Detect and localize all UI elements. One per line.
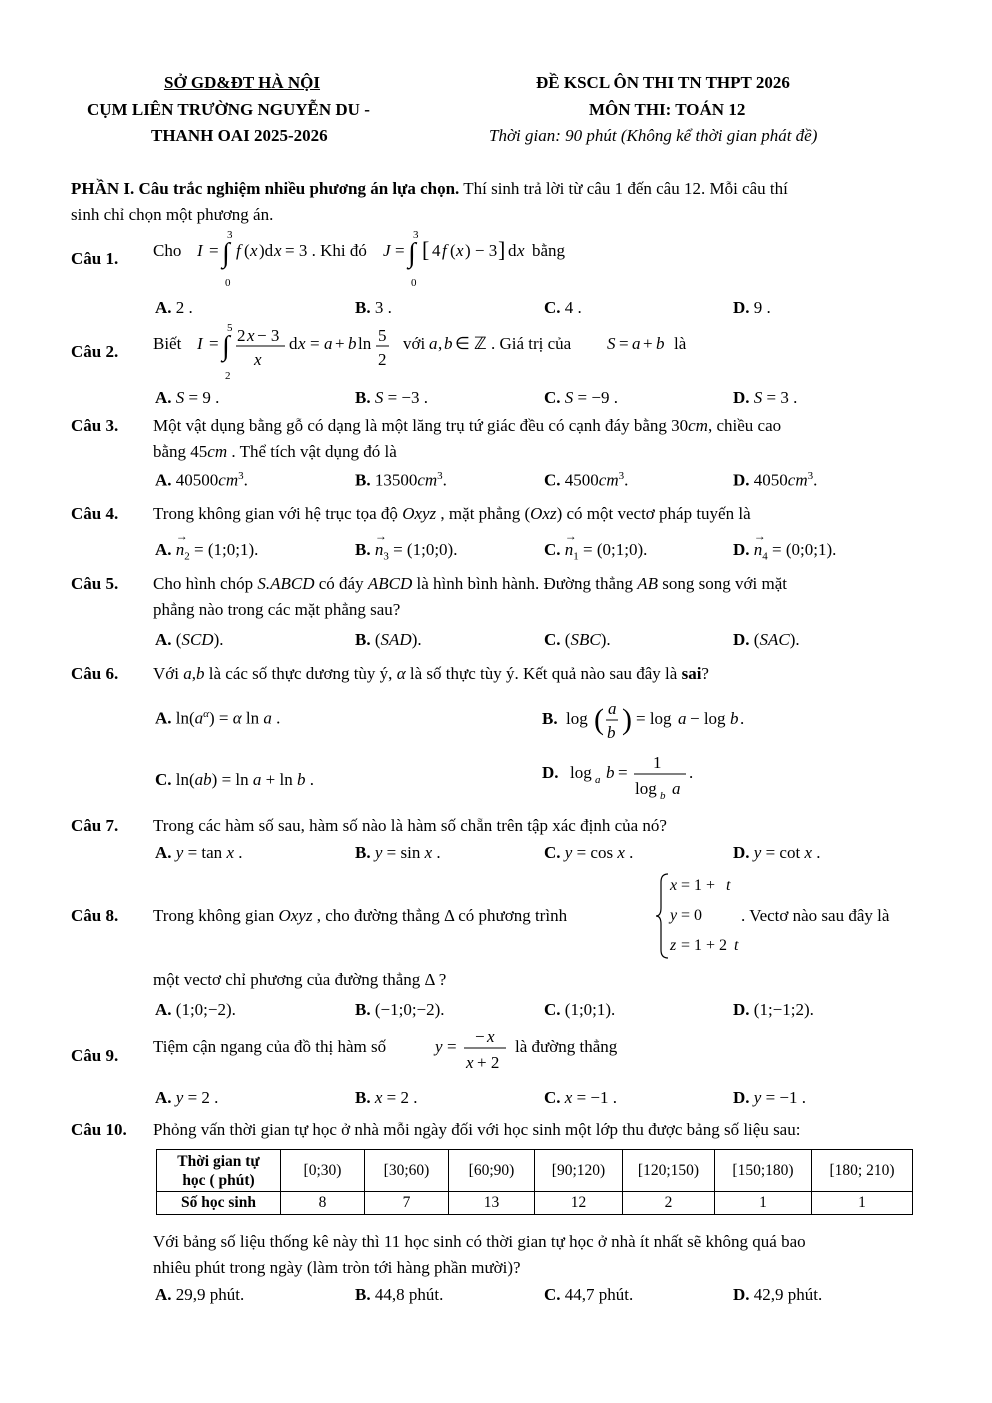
- svg-text:a: a: [678, 709, 687, 728]
- svg-text:b: b: [656, 334, 665, 353]
- svg-text:y: y: [435, 1037, 443, 1056]
- q3-option-c[interactable]: C. $4500cm^3$.: [544, 470, 629, 490]
- question-8-text: Trong không gian Oxyz , cho đường thẳng Δ có phương trình: [153, 906, 568, 925]
- svg-text:− log: − log: [690, 709, 726, 728]
- q6-option-d-formula: [542, 750, 782, 806]
- svg-text:∫: ∫: [222, 238, 230, 269]
- svg-text:S: S: [607, 334, 616, 353]
- part1-instruction: Thí sinh trả lời từ câu 1 đến câu 12. Mỗi câu thí: [459, 179, 788, 198]
- question-3-text-line2: bằng 45cm . Thể tích vật dụng đó là: [153, 442, 397, 461]
- q7-option-b[interactable]: B. y = sin x .: [355, 843, 441, 862]
- svg-text:.: .: [689, 763, 694, 782]
- question-8-text-after: . Vectơ nào sau đây là: [741, 906, 890, 925]
- svg-text:=: =: [619, 334, 629, 353]
- svg-text:[: [: [422, 237, 430, 262]
- question-7-text: Trong các hàm số sau, hàm số nào là hàm số chẵn trên tập xác định của nó?: [153, 816, 667, 835]
- header-left-line1: SỞ GD&ĐT HÀ NỘI: [164, 73, 321, 92]
- svg-text:3: 3: [227, 229, 233, 241]
- svg-text:=: =: [618, 763, 628, 782]
- header-left-line2: CỤM LIÊN TRƯỜNG NGUYỄN DU -: [87, 100, 370, 119]
- svg-text:= 3 . Khi đó: = 3 . Khi đó: [285, 241, 367, 260]
- header-right-line2: MÔN THI: TOÁN 12: [589, 100, 746, 119]
- table-interval: [60;90): [449, 1150, 535, 1192]
- svg-text:x: x: [466, 1053, 474, 1072]
- q5-option-b[interactable]: B. (SAD).: [355, 630, 422, 649]
- svg-text:a: a: [608, 699, 617, 718]
- question-9-text: [153, 1028, 653, 1091]
- table-count: 2: [623, 1192, 715, 1215]
- question-3-text-line1: Một vật dụng bằng gỗ có dạng là một lăng trụ tứ giác đều có cạnh đáy bằng 30cm, chiều cao: [153, 416, 782, 435]
- q7-option-d[interactable]: D. y = cot x .: [733, 843, 821, 862]
- q1-option-a[interactable]: A. 2 .: [155, 298, 193, 317]
- svg-text:∈ ℤ . Giá trị của: ∈ ℤ . Giá trị của: [455, 334, 572, 353]
- question-10-text-line2: Với bảng số liệu thống kê này thì 11 học sinh có thời gian tự học ở nhà ít nhất sẽ không quá bao: [153, 1232, 806, 1251]
- svg-text:= 0: = 0: [681, 907, 703, 924]
- svg-text:(: (: [450, 241, 456, 260]
- svg-text:a: a: [672, 779, 681, 798]
- svg-text:]: ]: [498, 237, 506, 262]
- table-interval: [180; 210): [812, 1150, 913, 1192]
- table-interval: [30;60): [365, 1150, 449, 1192]
- svg-text:Tiệm cận ngang của đồ thị hàm: Tiệm cận ngang của đồ thị hàm số: [153, 1037, 387, 1056]
- svg-text:=: =: [447, 1037, 457, 1056]
- q9-option-a[interactable]: A. y = 2 .: [155, 1088, 219, 1107]
- svg-text:,: ,: [438, 334, 443, 353]
- q9-option-c[interactable]: C. x = −1 .: [544, 1088, 618, 1107]
- q4-option-a[interactable]: A. → $n_2$ = (1;0;1).: [155, 529, 259, 563]
- svg-text:x: x: [456, 241, 464, 260]
- table-count: 7: [365, 1192, 449, 1215]
- svg-text:2: 2: [225, 370, 231, 382]
- svg-text:x: x: [247, 326, 255, 345]
- svg-text:t: t: [734, 937, 739, 954]
- q9-option-d[interactable]: D. y = −1 .: [733, 1088, 807, 1107]
- svg-text:=: =: [395, 241, 405, 260]
- svg-text:∫: ∫: [222, 331, 230, 362]
- q2-option-d[interactable]: D. S = 3 .: [733, 388, 798, 407]
- question-5-text-line1: Cho hình chóp S.ABCD có đáy ABCD là hình bình hành. Đường thẳng AB song song với mặt: [153, 574, 787, 593]
- svg-text:a: a: [429, 334, 438, 353]
- question-6-text: Với a,b là các số thực dương tùy ý, α là số thực tùy ý. Kết quả nào sau đây là sai?: [153, 664, 709, 683]
- question-number: Câu 4.: [71, 504, 119, 523]
- svg-text:J: J: [383, 241, 391, 260]
- svg-text:y: y: [670, 907, 678, 924]
- svg-text:) − 3: ) − 3: [465, 241, 498, 260]
- q5-option-c[interactable]: C. (SBC).: [544, 630, 611, 649]
- svg-text:bằng: bằng: [532, 241, 566, 260]
- svg-text:= 1 + 2: = 1 + 2: [681, 937, 728, 954]
- q6-option-b-formula: [542, 694, 782, 746]
- svg-text:Biết: Biết: [153, 334, 182, 353]
- svg-text:)d: )d: [259, 241, 274, 260]
- svg-text:): ): [622, 703, 632, 736]
- svg-text:0: 0: [411, 277, 417, 289]
- q2-option-b[interactable]: B. S = −3 .: [355, 388, 429, 407]
- question-number: Câu 7.: [71, 816, 119, 835]
- svg-text:4: 4: [432, 241, 441, 260]
- svg-text:− 3: − 3: [257, 326, 280, 345]
- question-number: Câu 10.: [71, 1120, 127, 1139]
- q8-option-c[interactable]: C. (1;0;1).: [544, 1000, 616, 1019]
- svg-text:I: I: [197, 241, 203, 260]
- study-time-table: [156, 1149, 913, 1215]
- question-2-formula: [153, 321, 713, 383]
- q6-option-c[interactable]: C. ln(ab) = ln a + ln b .: [155, 770, 314, 789]
- table-interval: [0;30): [281, 1150, 365, 1192]
- svg-text:log: log: [570, 763, 592, 782]
- q7-option-c[interactable]: C. y = cos x .: [544, 843, 634, 862]
- question-5-text-line2: phẳng nào trong các mặt phẳng sau?: [153, 600, 401, 619]
- q10-option-a[interactable]: A. 29,9 phút.: [155, 1285, 245, 1304]
- part1-instruction-2: sinh chỉ chọn một phương án.: [71, 205, 274, 224]
- svg-text:b: b: [607, 723, 616, 742]
- svg-text:t: t: [726, 877, 731, 894]
- svg-text:a: a: [595, 774, 601, 786]
- table-count: 12: [535, 1192, 623, 1215]
- table-interval: [120;150): [623, 1150, 715, 1192]
- svg-text:= 1 +: = 1 +: [681, 877, 716, 894]
- svg-text:.: .: [740, 709, 745, 728]
- svg-text:=: =: [310, 334, 320, 353]
- svg-text:x: x: [670, 877, 678, 894]
- svg-text:2: 2: [237, 326, 246, 345]
- q3-option-b[interactable]: B. $13500cm^3$.: [355, 470, 447, 490]
- q1-option-c[interactable]: C. 4 .: [544, 298, 582, 317]
- header-right-line1: ĐỀ KSCL ÔN THI TN THPT 2026: [536, 73, 790, 92]
- table-count: 8: [281, 1192, 365, 1215]
- q4-option-c[interactable]: C. → $n_1$ = (0;1;0).: [544, 529, 648, 563]
- svg-text:Cho: Cho: [153, 241, 182, 260]
- q6-option-a[interactable]: A. $\ln(a^\alpha) = \alpha$ ln a .: [155, 708, 281, 728]
- q8-option-b[interactable]: B. (−1;0;−2).: [355, 1000, 445, 1019]
- svg-text:log: log: [566, 709, 588, 728]
- table-count: 13: [449, 1192, 535, 1215]
- question-number: Câu 3.: [71, 416, 119, 435]
- svg-text:ln: ln: [358, 334, 372, 353]
- question-number: Câu 9.: [71, 1046, 119, 1065]
- svg-text:2: 2: [378, 350, 387, 369]
- svg-text:là đường thẳng: là đường thẳng: [515, 1037, 618, 1056]
- q3-option-a[interactable]: A. $40500cm^3$.: [155, 470, 248, 490]
- svg-text:x: x: [487, 1028, 495, 1046]
- table-row-label: Số học sinh: [157, 1192, 281, 1215]
- question-1-text: [153, 228, 633, 295]
- svg-text:+: +: [643, 334, 653, 353]
- part1-title: PHẦN I. Câu trắc nghiệm nhiều phương án lựa chọn.: [71, 179, 460, 198]
- svg-text:5: 5: [227, 322, 233, 334]
- svg-text:=: =: [209, 241, 219, 260]
- svg-text:với: với: [403, 334, 426, 353]
- table-interval: [150;180): [715, 1150, 812, 1192]
- svg-text:B.: B.: [542, 709, 558, 728]
- svg-text:∫: ∫: [408, 238, 416, 269]
- q4-option-b[interactable]: B. → $n_3$ = (1;0;0).: [355, 529, 458, 563]
- svg-text:x: x: [298, 334, 306, 353]
- question-number: Câu 5.: [71, 574, 119, 593]
- question-number: Câu 1.: [71, 249, 119, 268]
- q6-option-b[interactable]: [542, 694, 782, 751]
- svg-text:a: a: [324, 334, 333, 353]
- header-right-line3: Thời gian: 90 phút (Không kể thời gian phát đề): [489, 126, 818, 145]
- q6-option-d[interactable]: [542, 750, 782, 811]
- svg-text:b: b: [660, 790, 666, 802]
- question-9-formula: [153, 1028, 653, 1086]
- svg-text:x: x: [254, 350, 262, 369]
- svg-text:x: x: [274, 241, 282, 260]
- svg-text:+ 2: + 2: [477, 1053, 500, 1072]
- svg-text:−: −: [475, 1028, 485, 1046]
- question-number: Câu 2.: [71, 342, 119, 361]
- svg-text:b: b: [444, 334, 453, 353]
- svg-text:5: 5: [378, 326, 387, 345]
- svg-text:+: +: [335, 334, 345, 353]
- question-2-text: [153, 321, 713, 388]
- table-count: 1: [812, 1192, 913, 1215]
- svg-text:log: log: [635, 779, 657, 798]
- svg-text:x: x: [517, 241, 525, 260]
- question-number: Câu 8.: [71, 906, 119, 925]
- q10-option-d[interactable]: D. 42,9 phút.: [733, 1285, 823, 1304]
- svg-text:(: (: [594, 703, 604, 736]
- svg-text:= log: = log: [636, 709, 672, 728]
- svg-text:f: f: [442, 241, 447, 260]
- q1-option-b[interactable]: B. 3 .: [355, 298, 392, 317]
- q10-option-c[interactable]: C. 44,7 phút.: [544, 1285, 634, 1304]
- part1-intro: [71, 179, 788, 199]
- svg-text:x: x: [250, 241, 258, 260]
- svg-text:f: f: [236, 241, 241, 260]
- table-header-label: Thời gian tự học ( phút): [157, 1150, 281, 1192]
- svg-text:d: d: [289, 334, 298, 353]
- q1-option-d[interactable]: D. 9 .: [733, 298, 771, 317]
- q5-option-a[interactable]: A. (SCD).: [155, 630, 224, 649]
- svg-text:(: (: [244, 241, 250, 260]
- question-8-text-line2: một vectơ chỉ phương của đường thẳng Δ ?: [153, 970, 447, 989]
- svg-text:là: là: [674, 334, 687, 353]
- q8-option-a[interactable]: A. (1;0;−2).: [155, 1000, 236, 1019]
- q10-option-b[interactable]: B. 44,8 phút.: [355, 1285, 444, 1304]
- svg-text:1: 1: [653, 753, 662, 772]
- svg-text:D.: D.: [542, 763, 559, 782]
- svg-text:z: z: [670, 937, 677, 954]
- svg-text:a: a: [632, 334, 641, 353]
- question-10-text: Phỏng vấn thời gian tự học ở nhà mỗi ngày đối với học sinh một lớp thu được bảng số liệu sau:: [153, 1120, 801, 1139]
- q7-option-a[interactable]: A. y = tan x .: [155, 843, 243, 862]
- question-number: Câu 6.: [71, 664, 119, 683]
- question-4-text: Trong không gian với hệ trục tọa độ Oxyz , mặt phẳng (Oxz) có một vectơ pháp tuyến là: [153, 504, 751, 523]
- svg-text:b: b: [730, 709, 739, 728]
- svg-text:d: d: [508, 241, 517, 260]
- svg-text:3: 3: [413, 229, 419, 241]
- q9-option-b[interactable]: B. x = 2 .: [355, 1088, 418, 1107]
- table-interval: [90;120): [535, 1150, 623, 1192]
- header-left-line3: THANH OAI 2025-2026: [151, 126, 328, 145]
- svg-text:b: b: [606, 763, 615, 782]
- question-1-formula: [153, 228, 633, 290]
- svg-text:=: =: [209, 334, 219, 353]
- q5-option-d[interactable]: D. (SAC).: [733, 630, 800, 649]
- question-10-text-line3: nhiêu phút trong ngày (làm tròn tới hàng phần mười)?: [153, 1258, 521, 1277]
- q4-option-d[interactable]: D. → $n_4$ = (0;0;1).: [733, 529, 837, 563]
- table-count: 1: [715, 1192, 812, 1215]
- svg-text:0: 0: [225, 277, 231, 289]
- q2-option-c[interactable]: C. S = −9 .: [544, 388, 618, 407]
- q8-option-d[interactable]: D. (1;−1;2).: [733, 1000, 814, 1019]
- svg-text:b: b: [348, 334, 357, 353]
- svg-text:I: I: [197, 334, 203, 353]
- q2-option-a[interactable]: A. S = 9 .: [155, 388, 220, 407]
- q3-option-d[interactable]: D. $4050cm^3$.: [733, 470, 818, 490]
